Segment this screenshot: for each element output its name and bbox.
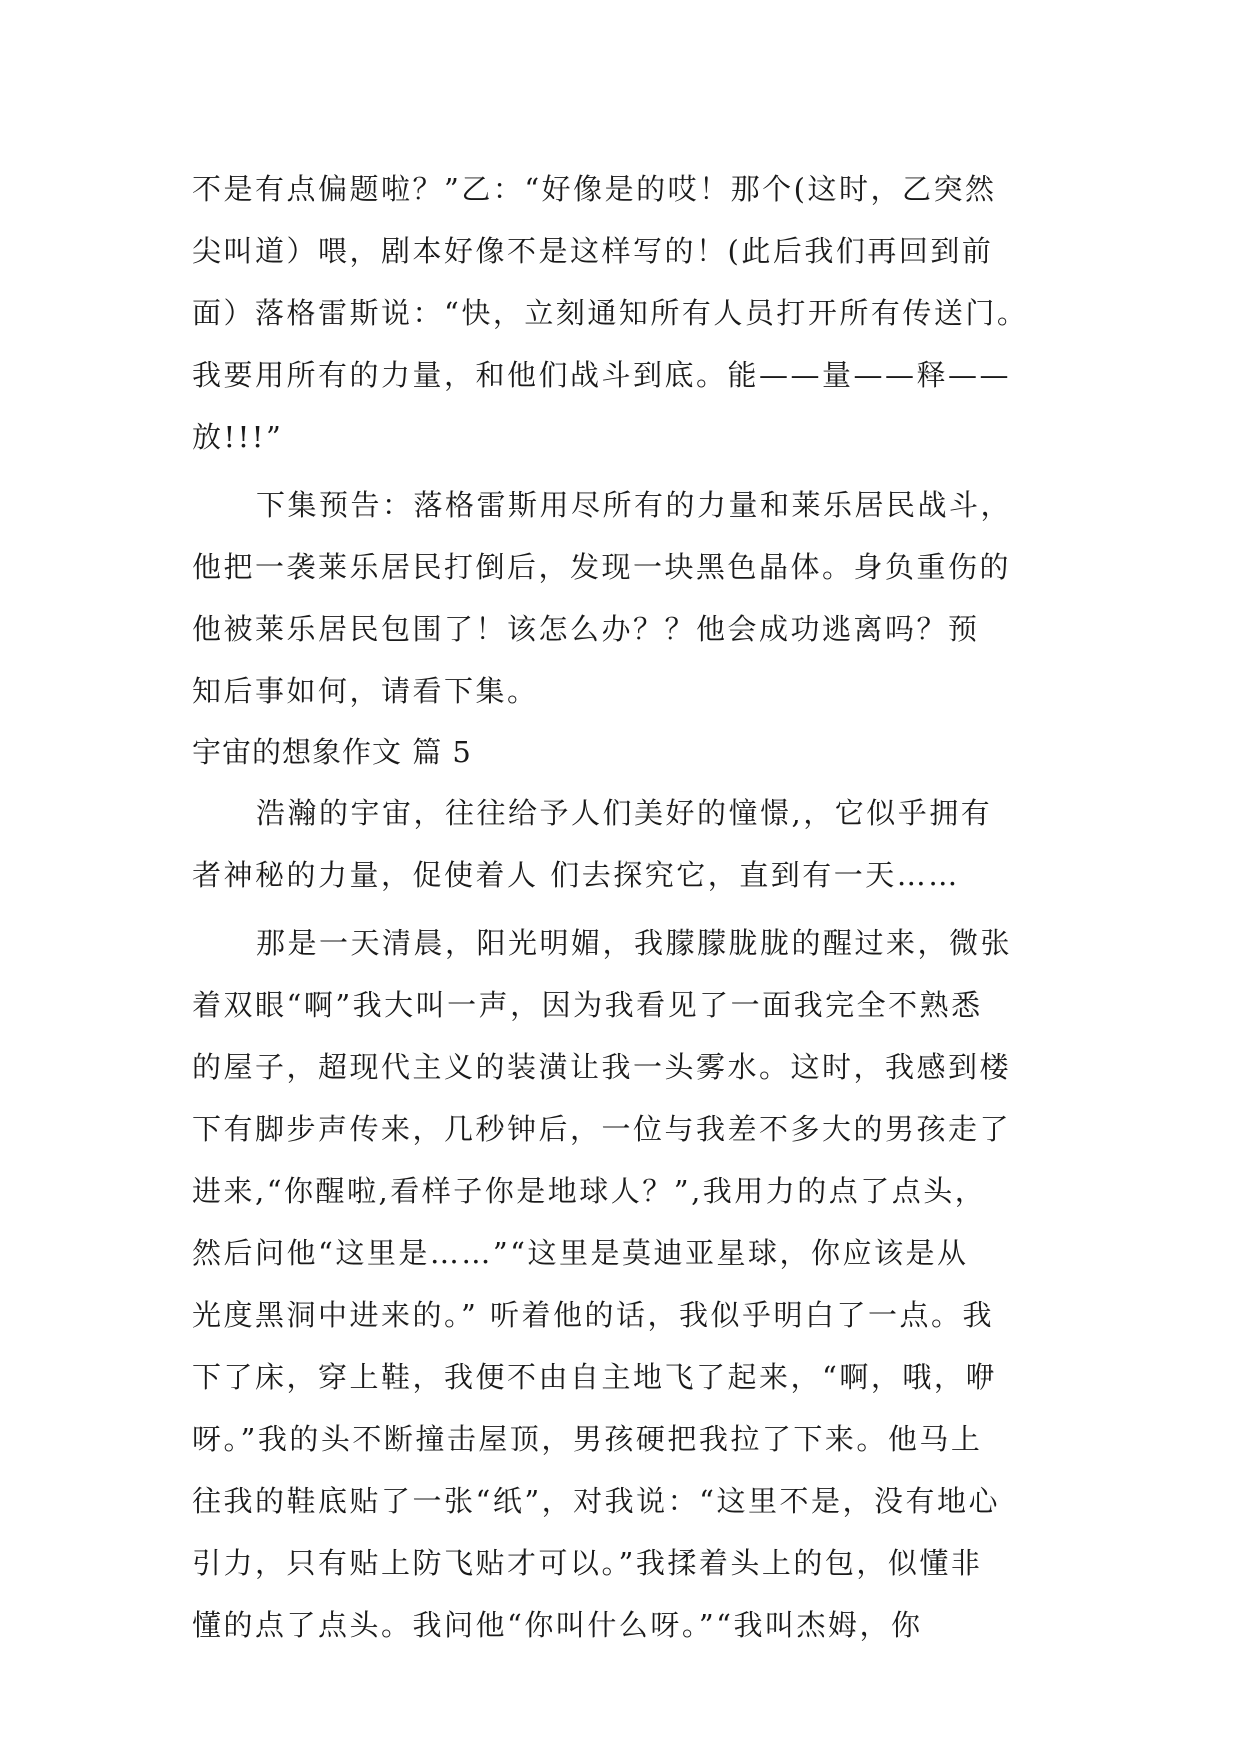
text-line: 他把一袭莱乐居民打倒后，发现一块黑色晶体。身负重伤的 (192, 550, 1012, 584)
text-line: 懂的点了点头。我问他“你叫什么呀。”“我叫杰姆，你 (192, 1608, 923, 1642)
paragraph-preview (192, 474, 1072, 722)
text-line: 浩瀚的宇宙，往往给予人们美好的憧憬,，它似乎拥有 (256, 796, 993, 830)
text-line: 引力，只有贴上防飞贴才可以。”我揉着头上的包，似懂非 (192, 1546, 983, 1580)
text-line: 放!!!” (192, 420, 284, 454)
text-line: 往我的鞋底贴了一张“纸”，对我说：“这里不是，没有地心 (192, 1484, 1000, 1518)
text-line: 者神秘的力量，促使着人 们去探究它，直到有一天…… (192, 858, 960, 892)
text-line: 下集预告：落格雷斯用尽所有的力量和莱乐居民战斗， (256, 488, 1013, 522)
text-line: 进来,“你醒啦,看样子你是地球人？”,我用力的点了点头， (192, 1174, 987, 1208)
text-line: 着双眼“啊”我大叫一声，因为我看见了一面我完全不熟悉 (192, 988, 983, 1022)
text-line: 面）落格雷斯说：“快，立刻通知所有人员打开所有传送门。 (192, 296, 1029, 330)
text-line: 尖叫道）喂，剧本好像不是这样写的！(此后我们再回到前 (192, 234, 994, 268)
document-body (192, 158, 1072, 1656)
text-line: 他被莱乐居民包围了！该怎么办？？他会成功逃离吗？预 (192, 612, 980, 646)
text-line: 下有脚步声传来，几秒钟后，一位与我差不多大的男孩走了 (192, 1112, 1012, 1146)
text-line: 的屋子，超现代主义的装潢让我一头雾水。这时，我感到楼 (192, 1050, 1012, 1084)
text-line: 下了床，穿上鞋，我便不由自主地飞了起来，“啊，哦，咿 (192, 1360, 997, 1394)
text-line: 光度黑洞中进来的。” 听着他的话，我似乎明白了一点。我 (192, 1298, 995, 1332)
paragraph-intro (192, 782, 1072, 906)
text-line: 那是一天清晨，阳光明媚，我朦朦胧胧的醒过来，微张 (256, 926, 1013, 960)
text-line: 然后问他“这里是……”“这里是莫迪亚星球，你应该是从 (192, 1236, 969, 1270)
paragraph-story (192, 912, 1072, 1656)
text-line: 不是有点偏题啦？”乙：“好像是的哎！那个(这时，乙突然 (192, 172, 997, 206)
text-line: 我要用所有的力量，和他们战斗到底。能——量——释—— (192, 358, 1012, 392)
text-line: 呀。”我的头不断撞击屋顶，男孩硬把我拉了下来。他马上 (192, 1422, 983, 1456)
section-heading: 宇宙的想象作文 篇 5 (192, 735, 472, 769)
text-line: 知后事如何，请看下集。 (192, 674, 539, 708)
paragraph-continuation (192, 158, 1072, 468)
